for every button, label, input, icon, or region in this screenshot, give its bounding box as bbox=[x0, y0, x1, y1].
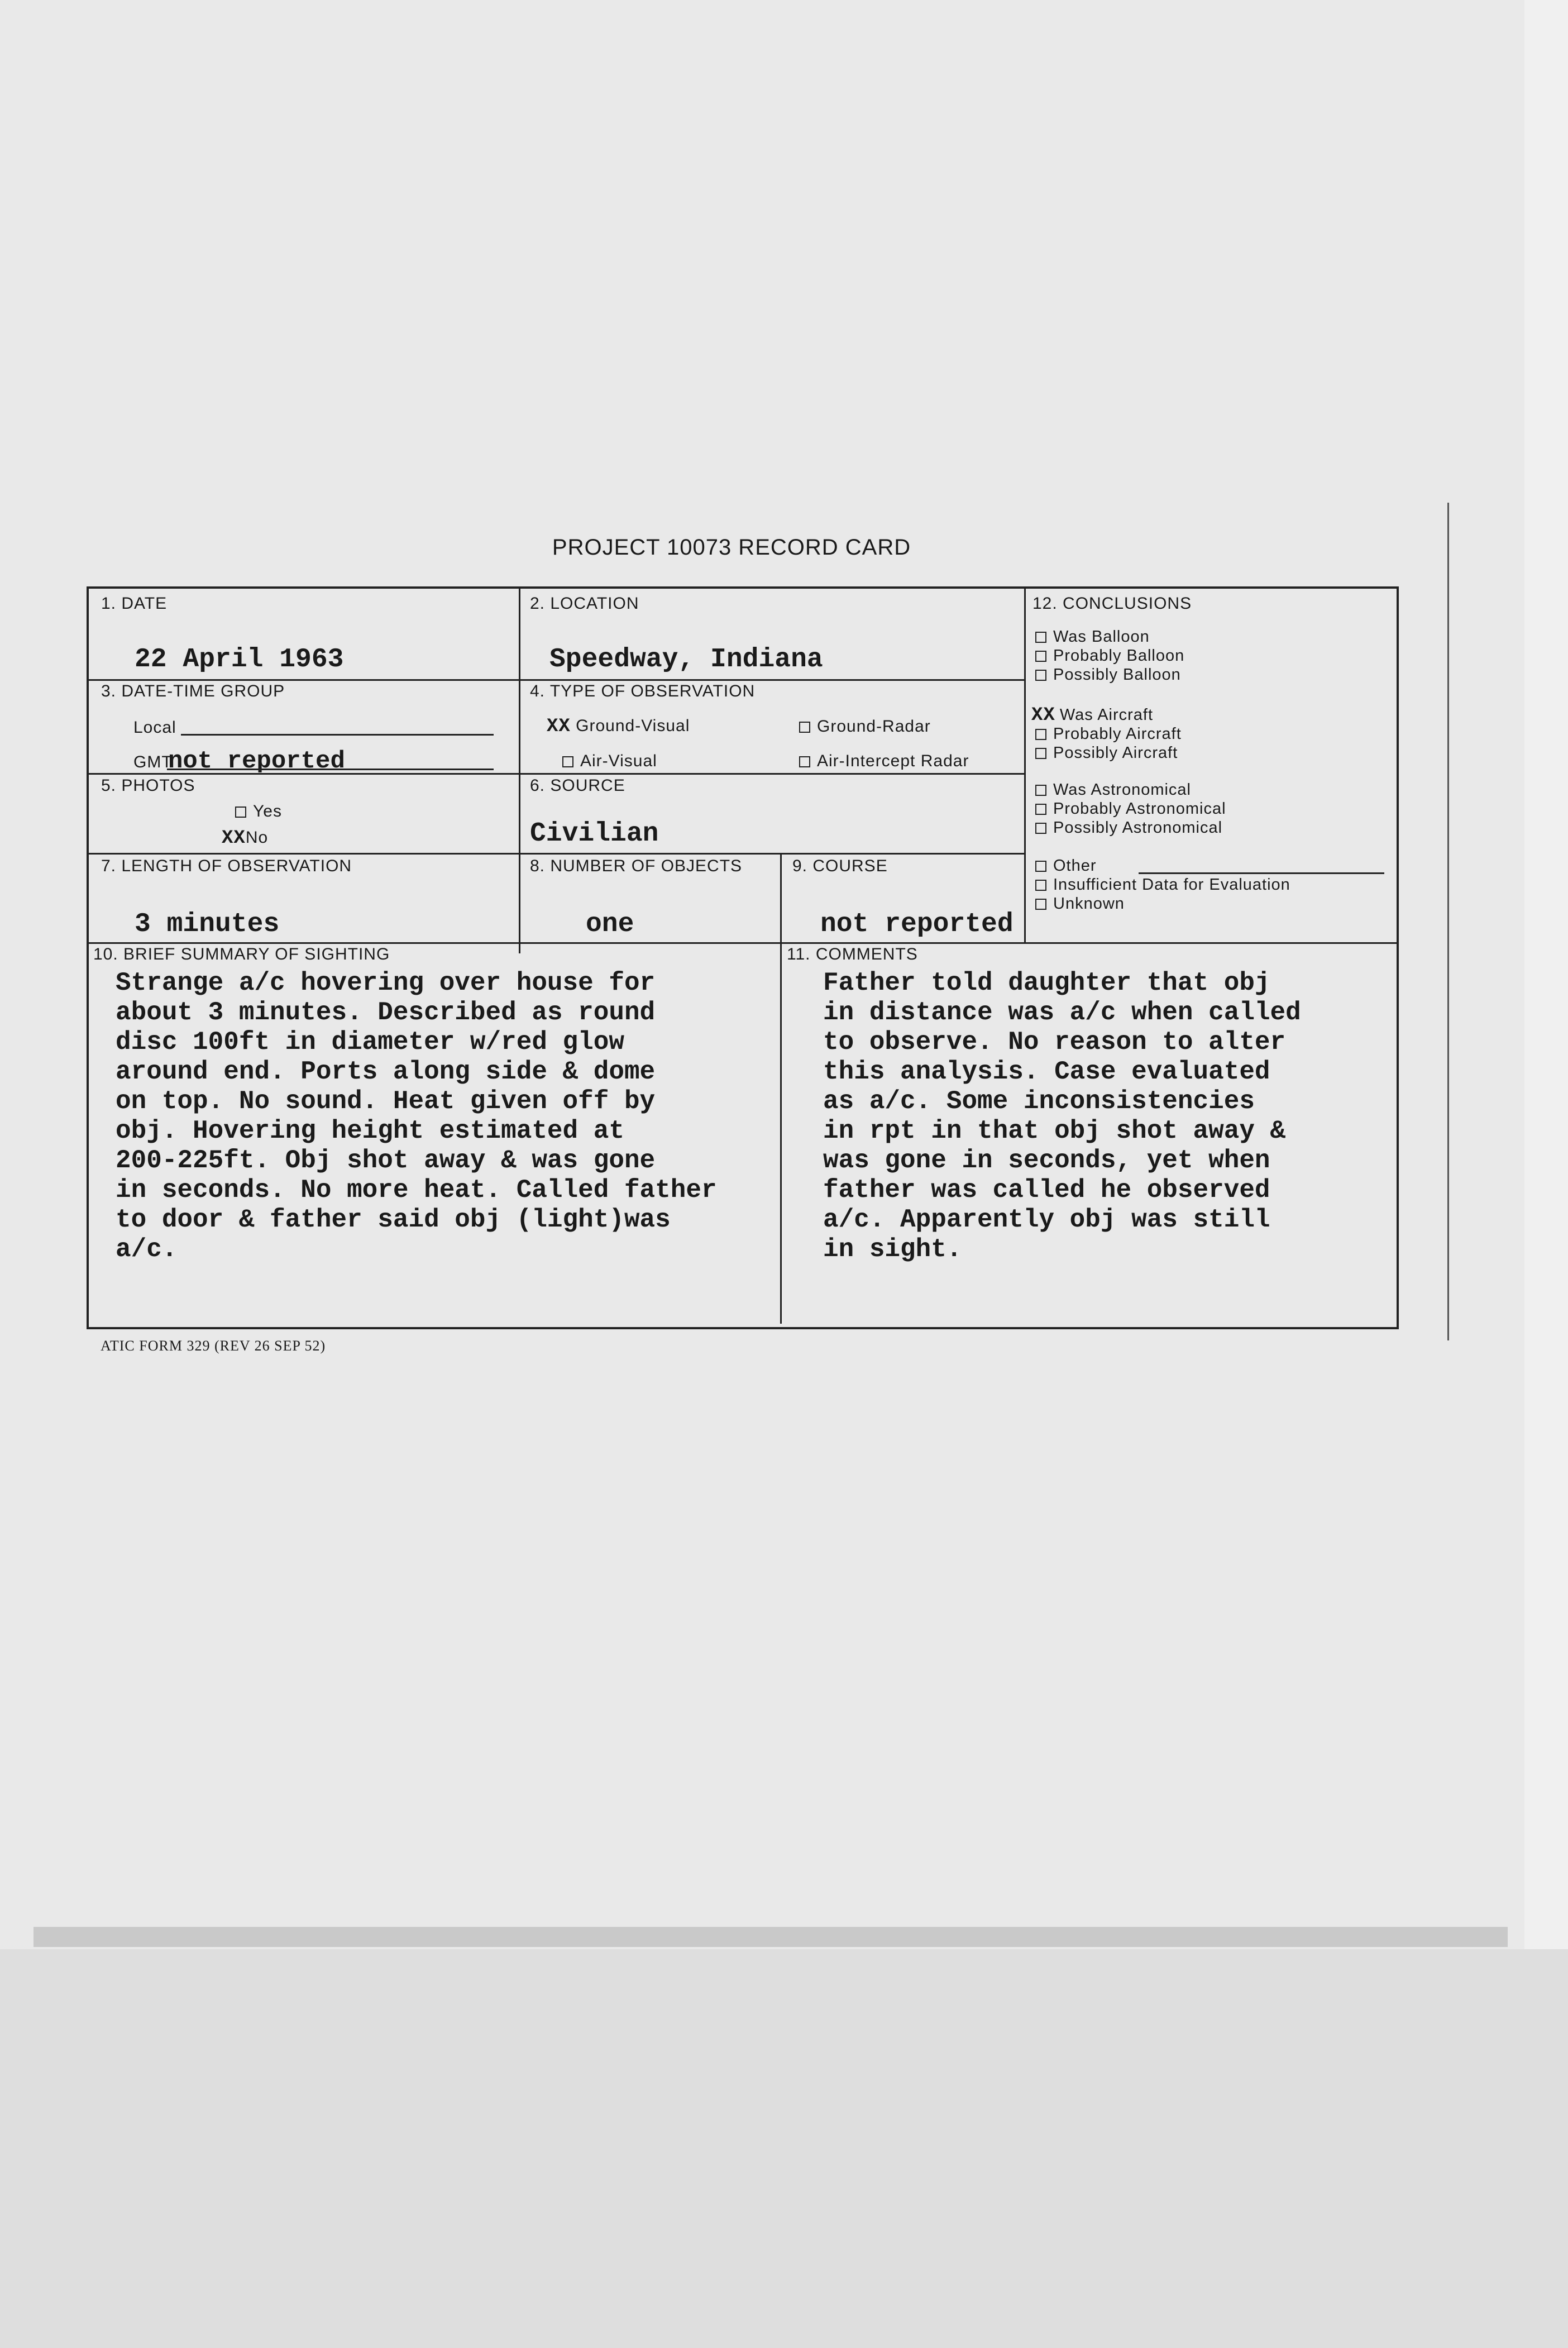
checkbox-icon bbox=[1035, 880, 1046, 891]
dtg-gmt-value: not reported bbox=[168, 747, 345, 775]
dtg-label: 3. DATE-TIME GROUP bbox=[101, 682, 285, 700]
page-edge-line bbox=[1447, 503, 1449, 1340]
conclusion-probably-balloon bbox=[1035, 647, 1184, 665]
location-label: 2. LOCATION bbox=[530, 594, 639, 613]
photos-no-label: No bbox=[245, 828, 269, 847]
conclusion-item-label: Was Astronomical bbox=[1053, 781, 1191, 799]
observation-option-label: Ground-Radar bbox=[817, 717, 931, 736]
conclusion-item-label: Was Aircraft bbox=[1059, 706, 1154, 724]
dtg-local-line bbox=[181, 734, 494, 736]
summary-line: disc 100ft in diameter w/red glow bbox=[116, 1028, 624, 1057]
conclusion-insufficient-data bbox=[1035, 876, 1290, 894]
summary-line: obj. Hovering height estimated at bbox=[116, 1116, 624, 1146]
page-shadow-band bbox=[34, 1927, 1508, 1947]
observation-option-label: Air-Intercept Radar bbox=[817, 752, 969, 770]
page-right-edge bbox=[1524, 0, 1568, 1955]
date-value: 22 April 1963 bbox=[135, 645, 344, 675]
dtg-gmt-label: GMT bbox=[133, 753, 173, 771]
checkbox-icon bbox=[1035, 670, 1046, 681]
conclusion-item-label: Possibly Aircraft bbox=[1053, 744, 1178, 762]
divider-h1 bbox=[89, 679, 1024, 681]
comments-text bbox=[823, 968, 1301, 1264]
comments-line: in distance was a/c when called bbox=[823, 998, 1301, 1027]
dtg-gmt-line bbox=[167, 769, 494, 770]
conclusion-item-label: Other bbox=[1053, 857, 1097, 875]
comments-line: this analysis. Case evaluated bbox=[823, 1057, 1270, 1086]
conclusion-item-label: Was Balloon bbox=[1053, 628, 1150, 646]
dtg-local-label: Local bbox=[133, 718, 176, 737]
summary-line: to door & father said obj (light)was bbox=[116, 1205, 671, 1234]
photos-label: 5. PHOTOS bbox=[101, 776, 195, 795]
checkbox-icon bbox=[1035, 651, 1046, 662]
conclusion-was-aircraft bbox=[1031, 705, 1153, 726]
observation-ground-radar bbox=[799, 717, 931, 736]
checkbox-icon bbox=[562, 756, 573, 767]
conclusion-was-astronomical bbox=[1035, 781, 1191, 799]
checkbox-icon bbox=[1035, 899, 1046, 910]
conclusion-item-label: Possibly Astronomical bbox=[1053, 819, 1223, 837]
checkbox-icon bbox=[1035, 823, 1046, 834]
conclusion-unknown bbox=[1035, 895, 1125, 913]
comments-line: Father told daughter that obj bbox=[823, 968, 1270, 998]
page-bottom-area bbox=[0, 1949, 1568, 2348]
course-label: 9. COURSE bbox=[792, 857, 888, 875]
form-identifier: ATIC FORM 329 (REV 26 SEP 52) bbox=[101, 1338, 326, 1354]
photos-checked-mark: XX bbox=[222, 828, 246, 849]
conclusion-checked-mark: XX bbox=[1031, 705, 1055, 726]
conclusion-was-balloon bbox=[1035, 628, 1150, 646]
comments-label: 11. COMMENTS bbox=[787, 945, 918, 963]
conclusion-item-label: Probably Aircraft bbox=[1053, 725, 1182, 743]
conclusion-other bbox=[1035, 857, 1097, 875]
comments-line: father was called he observed bbox=[823, 1176, 1270, 1205]
date-label: 1. DATE bbox=[101, 594, 168, 613]
comments-line: was gone in seconds, yet when bbox=[823, 1146, 1270, 1175]
divider-v1 bbox=[519, 589, 520, 953]
conclusion-item-label: Unknown bbox=[1053, 895, 1125, 913]
divider-h3 bbox=[89, 853, 1024, 855]
photos-yes bbox=[235, 802, 282, 821]
summary-line: a/c. bbox=[116, 1235, 178, 1264]
checkbox-icon bbox=[1035, 748, 1046, 759]
conclusion-item-label: Probably Astronomical bbox=[1053, 800, 1226, 818]
conclusions-label: 12. CONCLUSIONS bbox=[1032, 594, 1192, 613]
card-title: PROJECT 10073 RECORD CARD bbox=[552, 535, 911, 560]
checkbox-icon bbox=[1035, 804, 1046, 815]
course-value: not reported bbox=[820, 909, 1014, 939]
conclusion-item-label: Insufficient Data for Evaluation bbox=[1053, 876, 1290, 894]
summary-line: in seconds. No more heat. Called father bbox=[116, 1176, 717, 1205]
objects-value: one bbox=[586, 909, 634, 939]
length-value: 3 minutes bbox=[135, 909, 280, 939]
comments-line: in rpt in that obj shot away & bbox=[823, 1116, 1286, 1146]
summary-line: 200-225ft. Obj shot away & was gone bbox=[116, 1146, 656, 1175]
observation-ground-visual bbox=[547, 716, 690, 737]
summary-line: Strange a/c hovering over house for bbox=[116, 968, 656, 998]
length-label: 7. LENGTH OF OBSERVATION bbox=[101, 857, 352, 875]
summary-label: 10. BRIEF SUMMARY OF SIGHTING bbox=[93, 945, 390, 963]
checkbox-icon bbox=[1035, 861, 1046, 872]
record-card bbox=[87, 586, 1399, 1329]
summary-text bbox=[116, 968, 717, 1264]
conclusion-other-line bbox=[1139, 872, 1384, 874]
observation-air-visual bbox=[562, 752, 657, 771]
checkbox-icon bbox=[799, 756, 810, 767]
checkbox-icon bbox=[1035, 729, 1046, 740]
conclusion-item-label: Possibly Balloon bbox=[1053, 666, 1181, 684]
summary-line: around end. Ports along side & dome bbox=[116, 1057, 656, 1086]
checkbox-icon bbox=[1035, 785, 1046, 796]
location-value: Speedway, Indiana bbox=[549, 645, 823, 675]
observation-air-intercept-radar bbox=[799, 752, 969, 771]
conclusion-item-label: Probably Balloon bbox=[1053, 647, 1185, 665]
observation-option-label: Ground-Visual bbox=[576, 717, 690, 735]
conclusion-probably-aircraft bbox=[1035, 725, 1182, 743]
comments-line: to observe. No reason to alter bbox=[823, 1028, 1286, 1057]
conclusion-possibly-balloon bbox=[1035, 666, 1181, 684]
source-value: Civilian bbox=[530, 819, 659, 849]
comments-line: as a/c. Some inconsistencies bbox=[823, 1087, 1255, 1116]
observation-checked-mark: XX bbox=[547, 716, 571, 737]
divider-v2 bbox=[1024, 589, 1026, 944]
divider-h4 bbox=[89, 942, 1397, 944]
checkbox-icon bbox=[799, 722, 810, 733]
comments-line: in sight. bbox=[823, 1235, 962, 1264]
checkbox-icon bbox=[1035, 632, 1046, 643]
observation-type-label: 4. TYPE OF OBSERVATION bbox=[530, 682, 756, 700]
conclusion-possibly-astronomical bbox=[1035, 819, 1222, 837]
observation-option-label: Air-Visual bbox=[580, 752, 657, 770]
summary-line: on top. No sound. Heat given off by bbox=[116, 1087, 656, 1116]
conclusion-possibly-aircraft bbox=[1035, 744, 1178, 762]
comments-line: a/c. Apparently obj was still bbox=[823, 1205, 1270, 1234]
photos-yes-label: Yes bbox=[253, 802, 282, 820]
summary-line: about 3 minutes. Described as round bbox=[116, 998, 656, 1027]
photos-no bbox=[222, 828, 268, 849]
conclusion-probably-astronomical bbox=[1035, 800, 1226, 818]
checkbox-icon bbox=[235, 806, 246, 818]
source-label: 6. SOURCE bbox=[530, 776, 625, 795]
divider-v3 bbox=[780, 853, 782, 1324]
objects-label: 8. NUMBER OF OBJECTS bbox=[530, 857, 743, 875]
